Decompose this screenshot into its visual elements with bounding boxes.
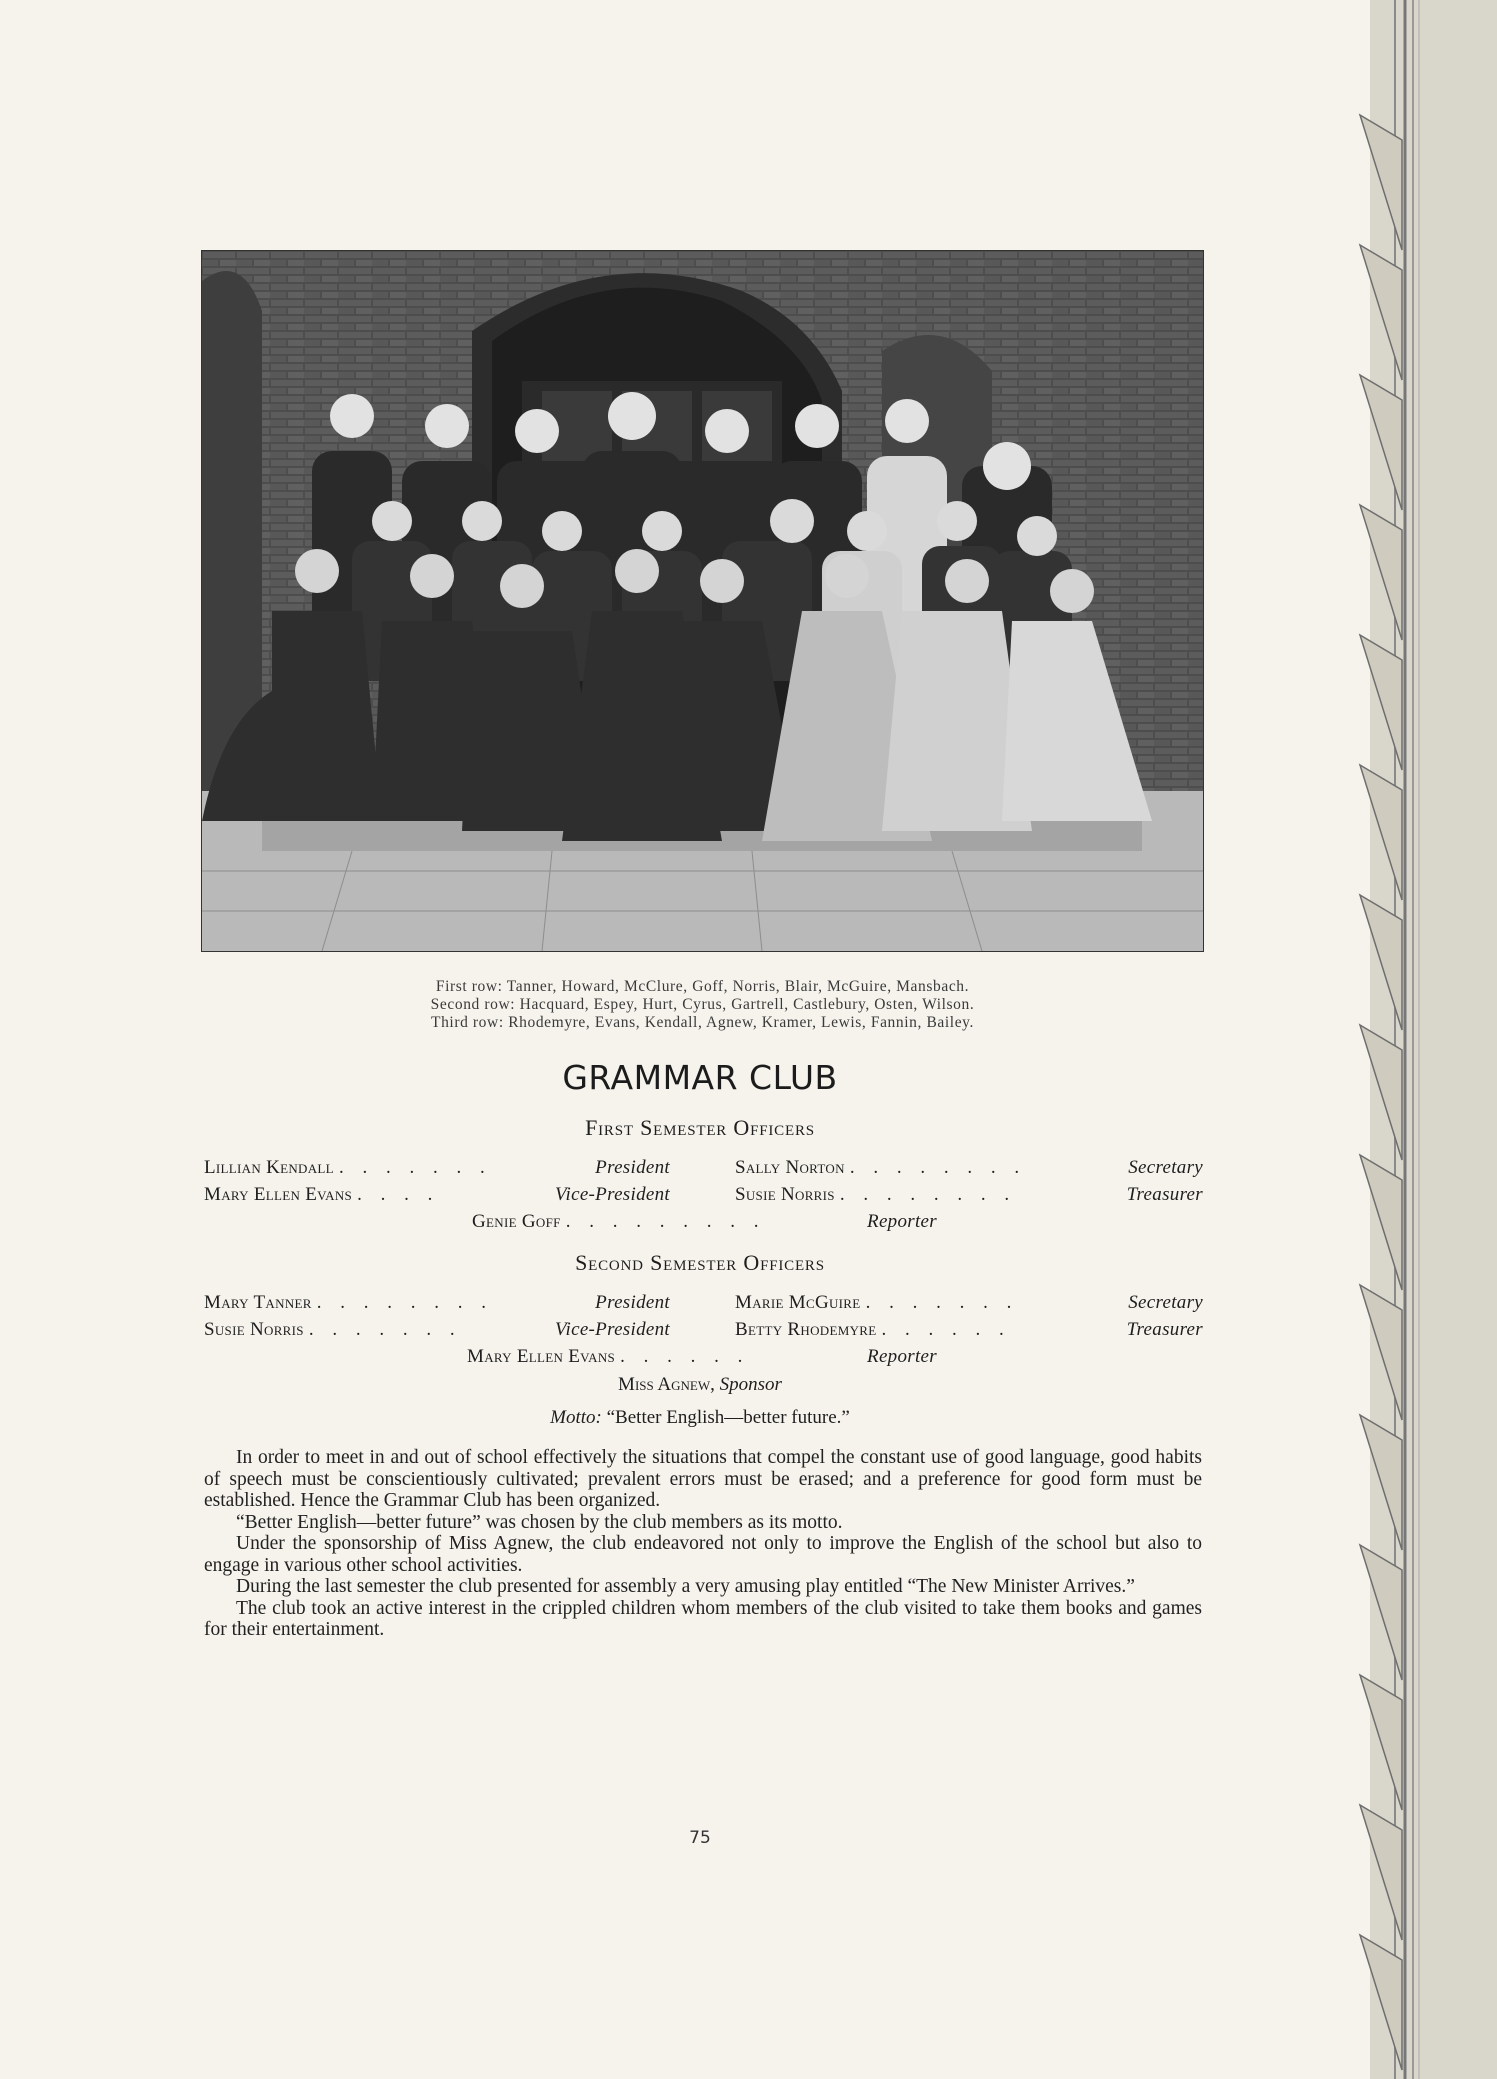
sponsor-role: Sponsor — [719, 1374, 782, 1395]
page-number: 75 — [689, 1828, 711, 1848]
officer-role: Treasurer — [1126, 1184, 1203, 1205]
club-title: GRAMMAR CLUB — [562, 1058, 838, 1097]
motto-text: “Better English—better future.” — [606, 1407, 850, 1428]
leader-dots: . . . . . . . — [308, 1319, 462, 1340]
club-description — [204, 1447, 1202, 1641]
officer-name: Betty Rhodemyre — [735, 1319, 877, 1340]
officer-name: Genie Goff — [472, 1211, 561, 1232]
officer-role: President — [595, 1157, 670, 1178]
caption-third-row: Third row: Rhodemyre, Evans, Kendall, Agnew, Kramer, Lewis, Fannin, Bailey. — [431, 1014, 974, 1031]
officer-name: Lillian Kendall — [204, 1157, 334, 1178]
officer-role: Secretary — [1128, 1292, 1203, 1313]
second-semester-officer — [204, 1319, 670, 1341]
officer-name: Sally Norton — [735, 1157, 845, 1178]
leader-dots: . . . . . . . . — [316, 1292, 494, 1313]
officer-name: Mary Ellen Evans — [467, 1346, 616, 1367]
paragraph: Under the sponsorship of Miss Agnew, the club endeavored not only to improve the English of the school but also to engage in various other school activities. — [204, 1533, 1202, 1576]
officer-role: Reporter — [867, 1211, 937, 1232]
second-semester-officer — [735, 1292, 1203, 1314]
leader-dots: . . . . . . . — [338, 1157, 492, 1178]
motto-label: Motto: — [550, 1407, 602, 1428]
first-semester-officer — [204, 1184, 670, 1206]
first-semester-heading: First Semester Officers — [585, 1115, 815, 1140]
sponsor-line — [400, 1374, 1000, 1396]
leader-dots: . . . . . . — [881, 1319, 1011, 1340]
paragraph: In order to meet in and out of school effectively the situations that compel the constant use of good language, good habits of speech must be conscientiously cultivated; prevalent errors must be erased; and a preference for good form must be established. Hence the Grammar Club has been organized. — [204, 1447, 1202, 1511]
first-semester-reporter — [472, 1211, 937, 1233]
second-semester-officer — [735, 1319, 1203, 1341]
second-semester-reporter — [467, 1346, 937, 1368]
leader-dots: . . . . . . . — [865, 1292, 1019, 1313]
paragraph: During the last semester the club presented for assembly a very amusing play entitled “The New Minister Arrives.” — [236, 1576, 1135, 1597]
leader-dots: . . . . . . — [620, 1346, 750, 1367]
second-semester-heading: Second Semester Officers — [575, 1250, 825, 1275]
caption-first-row: First row: Tanner, Howard, McClure, Goff, Norris, Blair, McGuire, Mansbach. — [435, 978, 970, 995]
officer-role: President — [595, 1292, 670, 1313]
officer-name: Susie Norris — [204, 1319, 304, 1340]
first-semester-officer — [735, 1184, 1203, 1206]
photo-caption — [230, 978, 1175, 1032]
paragraph: The club took an active interest in the crippled children whom members of the club visited to take them books and games for their entertainment. — [204, 1597, 1202, 1640]
officer-name: Mary Ellen Evans — [204, 1184, 353, 1205]
officer-name: Susie Norris — [735, 1184, 835, 1205]
officer-role: Reporter — [867, 1346, 937, 1367]
second-semester-officer — [204, 1292, 670, 1314]
officer-role: Secretary — [1128, 1157, 1203, 1178]
leader-dots: . . . . . . . . — [849, 1157, 1027, 1178]
group-photo — [201, 250, 1204, 952]
sponsor-name: Miss Agnew, — [618, 1374, 715, 1395]
leader-dots: . . . . . . . . . — [565, 1211, 766, 1232]
officer-role: Vice-President — [555, 1184, 670, 1205]
deco-sawtooth-border — [1340, 0, 1497, 2079]
paragraph: “Better English—better future” was chosen by the club members as its motto. — [236, 1511, 843, 1533]
first-semester-officer — [735, 1157, 1203, 1179]
officer-name: Marie McGuire — [735, 1292, 861, 1313]
motto-line — [400, 1407, 1000, 1429]
officer-role: Treasurer — [1126, 1319, 1203, 1340]
group-photo-image — [202, 251, 1203, 951]
leader-dots: . . . . — [357, 1184, 440, 1205]
leader-dots: . . . . . . . . — [839, 1184, 1017, 1205]
officer-name: Mary Tanner — [204, 1292, 312, 1313]
caption-second-row: Second row: Hacquard, Espey, Hurt, Cyrus, Gartrell, Castlebury, Osten, Wilson. — [430, 996, 975, 1013]
first-semester-officer — [204, 1157, 670, 1179]
officer-role: Vice-President — [555, 1319, 670, 1340]
